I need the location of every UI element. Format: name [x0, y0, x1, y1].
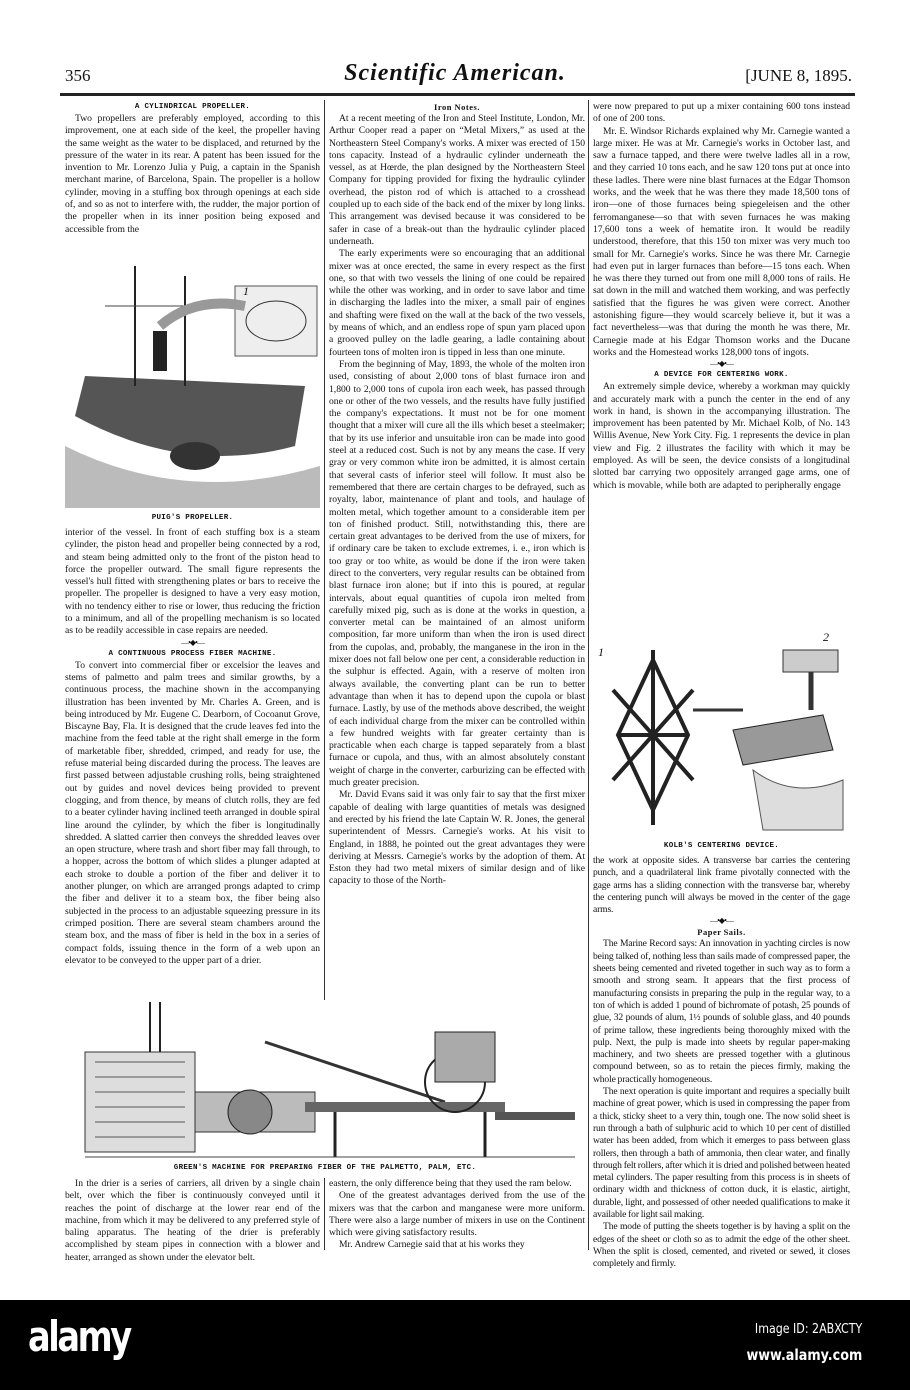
stock-photo-banner	[0, 1300, 910, 1390]
paragraph: One of the greatest advantages derived from the use of the mixers was that the carbon and manganese were more uniform. There were also a large number of mixers in use on the Continent which were giving satisfactory results.	[329, 1190, 585, 1239]
figure-caption	[65, 512, 320, 526]
article-fiber-machine	[65, 527, 320, 999]
paragraph: Mr. Andrew Carnegie said that at his works they	[339, 1239, 525, 1251]
caption-text: PUIG'S PROPELLER.	[151, 514, 234, 522]
article-heading: A CYLINDRICAL PROPELLER.	[134, 103, 251, 111]
article-heading: A DEVICE FOR CENTERING WORK.	[654, 371, 789, 380]
article-iron-notes-column3	[593, 101, 850, 628]
alamy-url[interactable]: www.alamy.com	[746, 1346, 862, 1364]
caption-text: KOLB'S CENTERING DEVICE.	[663, 842, 780, 850]
paragraph: In the drier is a series of carriers, all driven by a single chain belt, over which the fiber is continuously conveyed until it reaches the point of discharge at the lower rear end of the machine, from which it may be delivered to any preferred style of baling apparatus. The heating of the drier is preferably accomplished by steam pipes in connection with a blower and heater, arranged as shown under the elevator belt.	[65, 1178, 320, 1263]
paragraph: were now prepared to put up a mixer containing 600 tons instead of one of 200 tons.	[593, 101, 850, 125]
page-number: 356	[65, 66, 91, 85]
kolb-centering-device-illustration	[593, 630, 850, 838]
column-divider	[588, 100, 589, 1250]
paragraph: To convert into commercial fiber or excelsior the leaves and stems of palmetto and palm trees and similar growths, by a continuous process, the machine shown in the accompanying illustration has been invented by Mr. Charles A. Green, and is being introduced by Mr. Eugene C. Dearborn, of Cocoanut Grove, Biscayne Bay, Fla. It is designed that the crude leaves fed into the machine from the feed table at the right shall emerge in the form of marketable fiber, shredded, crimped, and ready for use, the refuse material being discarded during the process. The leaves are first passed between adjustable crushing rolls, being straightened out by guides and novel devices being provided to prevent clogging, and from thence, by means of clutch rolls, they are fed to a beater cylinder having inclined teeth arranged in double spiral line around the cylinder, by which the fiber is longitudinally shredded. A slatted carrier then conveys the shredded leaves over an open structure, where trash and short fiber may fall through, to a hopper, across the bottom of which slides a plunger adapted at each stroke to double a portion of the fiber and deliver it to another plunger, on which are arranged prongs adapted to crimp the fiber and deliver it to a steam box, the fiber being also subjected in the process to an adjustable squeezing pressure in its crimped position. There are several steam chambers around the steam box, and the mass of fiber is held in the box in a series of compact folds, issuing thence in the form of a web upon an elevator to be conveyed to the upper part of a drier.	[65, 659, 320, 966]
figure-caption	[65, 1162, 585, 1176]
article-fiber-machine-continued	[65, 1178, 320, 1263]
section-ornament: —•◆•—	[710, 359, 733, 369]
paragraph: interior of the vessel. In front of each stuffing box is a steam cylinder, the piston head and propeller being connected by a rod, and steam being admitted only to the front of the piston head to force the propeller outward. The small figure represents the vessel's hull fitted with strengthening plates or bars to receive the propeller. The propeller is designed to have a very easy motion, with no tendency either to rise or lower, thus reducing the friction to a minimum, and all of the propelling mechanism is so located as to be readily accessible in case repairs are needed.	[65, 527, 320, 637]
column-divider	[324, 1178, 325, 1250]
caption-text: GREEN'S MACHINE FOR PREPARING FIBER OF THE PALMETTO, PALM, ETC.	[173, 1164, 477, 1172]
paragraph: Mr. David Evans said it was only fair to say that the first mixer capable of dealing with large quantities of metals was designed and erected by his friend the late Captain W. R. Jones, the general superintendent of Messrs. Carnegie's works. At his visit to England, in 1888, he pointed out the great advantages they were deriving at Messrs. Carnegie's works by the adoption of them. At Eston they had two metal mixers of similar design and of like capacity to those of the North-	[329, 789, 585, 887]
section-ornament: —•◆•—	[710, 916, 733, 926]
image-id: Image ID: 2ABXCTY	[754, 1322, 862, 1337]
figure-caption	[593, 840, 850, 854]
paragraph: The mode of putting the sheets together is by having a split on the edges of the sheet or cloth so as to admit the edge of the other sheet. When the split is closed, cemented, and riveted or sewed, it closes completely and firmly.	[593, 1221, 850, 1270]
paragraph: The next operation is quite important and requires a specially built machine of great power, which is used in compressing the paper from a thick, sticky sheet to a very thin, tough one. The now solid sheet is run through a bath of sulphuric acid to which 10 per cent of distilled water has been added, from which it emerges to pass between glass rollers, then through a bath of ammonia, then clear water, and finally through felt rollers, after which it is dried and polished between heated metal cylinders. The paper resulting from this process is in sheets of ordinary width and thickness of cotton duck, it is elastic, airtight, durable, light, and possessed of other needed qualifications to make it available for light sail making.	[593, 1086, 850, 1221]
article-heading: A CONTINUOUS PROCESS FIBER MACHINE.	[108, 649, 277, 658]
paragraph: At a recent meeting of the Iron and Steel Institute, London, Mr. Arthur Cooper read a paper on “Metal Mixers,” as used at the Northeastern Steel Company's works. A mixer was erected of 150 tons capacity. Instead of a hydraulic cylinder underneath the vessel, as at Hœrde, the plan designed by the Northeastern Steel Company for tipping provided for fixing the hydraulic cylinder overhead, the piston rod of which is attached to a crosshead coupled up to each side of the back end of the mixer by long links. This arrangement was devised because it was considered to be safer in case of a break-out than the hydraulic cylinder placed underneath.	[329, 113, 585, 247]
article-heading: Paper Sails.	[697, 927, 746, 938]
article-iron-notes	[329, 101, 585, 1000]
section-ornament: —•◆•—	[181, 637, 204, 647]
paragraph: Two propellers are preferably employed, according to this improvement, one at each side of the keel, the propeller having the same weight as the water to be displaced, and returned by the pressure of the water in its rear. A patent has been issued for the invention to Mr. Lorenzo Julia y Puig, a captain in the Spanish merchant marine, of Barcelona, Spain. The propeller is a hollow cylinder, moving in a stuffing box through openings at each side of, and so as not to interfere with, the rudder, the major portion of the propeller when in its inner position being exposed and accessible from the	[65, 113, 320, 235]
paragraph: the work at opposite sides. A transverse bar carries the centering punch, and a quadrilateral link frame pivotally connected with the gage arms has a sliding connection with the transverse bar, whereby the centering punch will always be moved in the center of the gage arms.	[593, 855, 850, 916]
paragraph: An extremely simple device, whereby a workman may quickly and accurately mark with a punch the center in the end of any work in hand, is shown in the accompanying illustration. The improvement has been patented by Mr. Michael Kolb, of No. 143 Willis Avenue, New York City. Fig. 1 represents the device in plan view and Fig. 2 illustrates the facility with which it may be employed. As will be seen, the device consists of a longitudinal slotted bar carrying two oppositely arranged gage arms, one of which is movable, while both are adapted to peripherally engage	[593, 381, 850, 491]
figure-label: 1	[243, 284, 249, 298]
paragraph: Mr. E. Windsor Richards explained why Mr. Carnegie wanted a large mixer. He was at Mr. Carnegie's works in October last, and saw a furnace tapped, and there were twelve ladles all in a row, and they carried 10 tons each, and he saw 120 tons put at once into these ladles. There were nine blast furnaces at the Edgar Thomson works, and the week that he was there they made 18,500 tons of iron—one of those furnaces being spiegeleisen and the other ferromanganese—so that with seven furnaces he was making 17,600 tons a week of hematite iron. It would be readily understood, therefore, that this 150 ton mixer was very much too small for Mr. Carnegie's works. Since he was there Mr. Carnegie had even put in larger furnaces than before—15 tons each. When he was there they turned out from one mill 8,000 tons of rails. He sat down in the mill and watched them working, and was perfectly satisfied that the figures he was given were correct. Another astonishing figure—they would scarcely believe it, but it was a fact nevertheless—was that during the month he was there, Mr. Carnegie made at his Edgar Thomson works and the Ducane works and the Homestead works 128,000 tons of ingots.	[593, 125, 850, 358]
issue-date: [JUNE 8, 1895.	[745, 66, 852, 85]
paragraph: From the beginning of May, 1893, the whole of the molten iron used, consisting of about 2,000 tons of blast furnace iron and 1,800 to 2,000 tons of cupola iron each week, has passed through one or other of the two vessels, and the results have fully justified the company's expectations. It must not be for one moment thought that a mixer will cure all the ills which beset a steelmaker; that by its use inferior and unsuitable iron can be made into good steel at a reduced cost. Such is not by any means the case. If very gray or very common white iron be admitted, it is almost certain that several casts of inferior steel will follow. It must also be remembered that there are certain charges to be defrayed, such as royalty, labor, maintenance of plant and tools, and haulage of molten metal, which together amount to a considerable item per ton of finished product. Still, notwithstanding this, there are certain great advantages to be derived from the use of mixers, for if ordinary care be taken to exclude extremes, i. e., iron which is too gray or too white, as would be done if the iron were taken direct to the converters, very regular results can be obtained from blast furnace iron alone; but if into this is poured, at regular intervals, about equal quantities of cupola iron melted from carefully mixed pig, such as is done at the works in question, a converter metal can be maintained of an almost uniform composition, far more uniform than when the iron is used direct from the cupolas, and, probably, the manganese in the iron in the mixer does not fall below one per cent, a considerable reduction in the sulphur is effected. Again, with a reserve of molten iron always available, the converting plant can be run to better advantage than when it has to depend upon the cupola or blast furnace. Lastly, by use of the methods above described, the weight of each individual charge from the mixer can be controlled within a few hundred weights with far greater certainty than is practicable when each charge is tapped separately from a blast furnace or cupola, and thus, with an almost absolutely constant weight of charge in the converter, carburizing can be effected with much greater precision.	[329, 358, 585, 789]
article-iron-notes-continued	[329, 1178, 585, 1254]
paragraph: The Marine Record says: An innovation in yachting circles is now being talked of, nothing less than sails made of compressed paper, the sheets being cemented and riveted together in such way as to form a smooth and strong seam. It appears that the first process of manufacturing consists in preparing the pulp in the regular way, to a ton of which is added 1 pound of bichromate of potash, 25 pounds of glue, 32 pounds of alum, 1½ pounds of soluble glass, and 40 pounds of prime tallow, these ingredients being thoroughly mixed with the pulp. Next, the pulp is made into sheets by regular paper-making machinery, and two sheets are pressed together with a glutinous compound between, so as to retain the pieces firmly, making the whole practically homogeneous.	[593, 938, 850, 1085]
article-paper-sails	[593, 855, 850, 1295]
paragraph: eastern, the only difference being that they used the ram below.	[329, 1178, 572, 1189]
fiber-machine-illustration	[65, 1002, 585, 1160]
header-rule	[60, 93, 855, 96]
puig-propeller-illustration	[65, 246, 320, 508]
article-cylindrical-propeller	[65, 101, 320, 243]
alamy-logo: alamy	[28, 1312, 130, 1361]
figure-label: 1	[598, 645, 604, 659]
masthead-title: Scientific American.	[344, 60, 566, 86]
article-heading: Iron Notes.	[434, 102, 480, 112]
figure-label: 2	[823, 630, 829, 644]
column-divider	[324, 100, 325, 1000]
paragraph: The early experiments were so encouraging that an additional mixer was at once erected, the same in every respect as the first one, so that with two vessels the lining of one could be repaired while the other was working, and in order to save labor and time in discharging the ladles into the mixer, a small pair of engines and shafting were fixed on the wall at the back of the two vessels, by means of which, and an endless rope of spun yarn placed upon a grooved pulley on the ladle gearing, a ladle containing about fourteen tons of molten iron is tipped in less than one minute.	[329, 248, 585, 358]
